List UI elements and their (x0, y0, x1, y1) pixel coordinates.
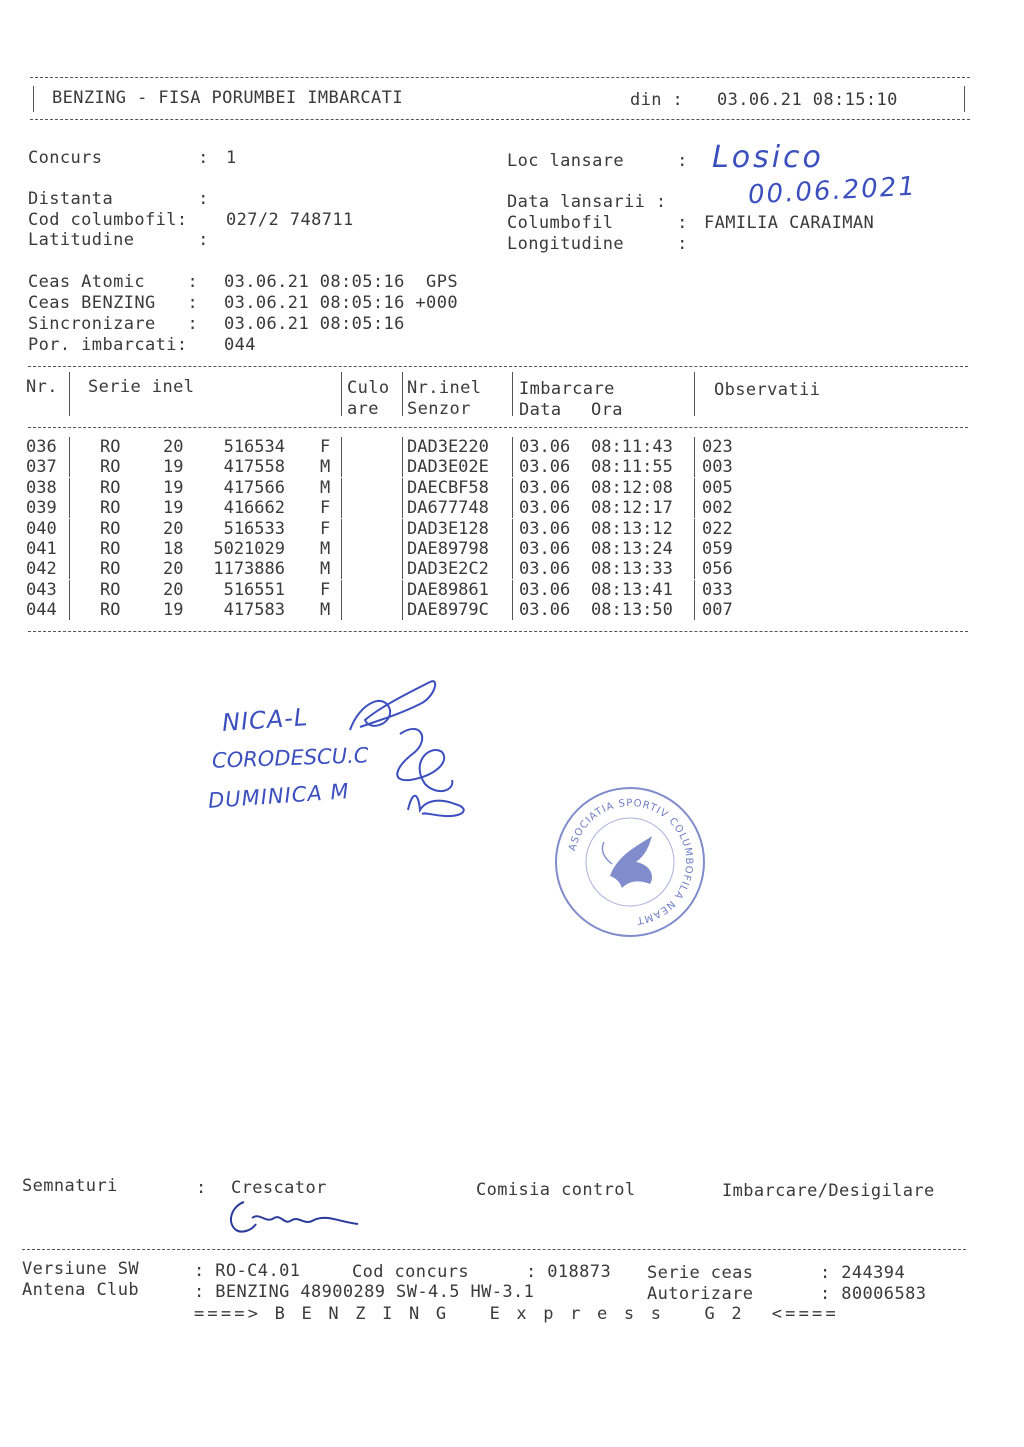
cell-country: RO (100, 559, 121, 580)
concurs-value: 1 (226, 148, 237, 168)
row-divider (512, 519, 513, 539)
cell-country: RO (100, 579, 121, 600)
din-value: 03.06.21 08:15:10 (717, 90, 898, 110)
cell-sex: F (320, 518, 331, 539)
cell-ring-number: 5021029 (213, 539, 285, 559)
col-divider (512, 372, 513, 416)
col-divider (341, 372, 342, 416)
semnaturi-label: Semnaturi (22, 1176, 118, 1196)
header-ora: Ora (591, 400, 623, 420)
cell-sensor: DAD3E220 (407, 437, 489, 457)
cell-country: RO (100, 437, 121, 457)
cell-ring-number: 516534 (223, 437, 285, 457)
autorizare-label: Autorizare (647, 1284, 754, 1304)
row-divider (341, 580, 342, 600)
distanta-label: Distanta : (28, 189, 209, 209)
cell-sensor: DAECBF58 (407, 477, 489, 498)
cell-date: 03.06 (519, 457, 571, 478)
cell-time: 08:12:17 (591, 498, 673, 519)
versiune-sw-label: Versiune SW (22, 1259, 139, 1279)
row-divider (341, 498, 342, 518)
cell-time: 08:13:50 (591, 600, 673, 621)
cell-nr: 043 (26, 579, 57, 600)
row-divider (402, 498, 403, 518)
header-left-border (33, 86, 34, 112)
cell-sensor: DAD3E128 (407, 518, 489, 539)
concurs-label: Concurs : (28, 148, 209, 168)
cell-sensor: DAE89861 (407, 579, 489, 600)
header-imbarcare: Imbarcare (519, 379, 615, 399)
cell-nr: 037 (26, 457, 57, 478)
header-are: are (347, 399, 379, 419)
comisia-control-label: Comisia control (476, 1180, 636, 1200)
col-divider (69, 372, 70, 416)
serie-ceas-label: Serie ceas (647, 1263, 754, 1283)
cell-nr: 042 (26, 559, 57, 580)
cell-date: 03.06 (519, 437, 571, 457)
latitudine-label: Latitudine : (28, 230, 209, 250)
cell-time: 08:13:41 (591, 579, 673, 600)
cell-time: 08:11:43 (591, 437, 673, 457)
row-divider (69, 559, 70, 579)
cell-observatii: 007 (702, 600, 733, 621)
cell-country: RO (100, 477, 121, 498)
header-bottom-border (30, 119, 970, 120)
cell-time: 08:13:24 (591, 539, 673, 559)
cell-sex: F (320, 579, 331, 600)
cell-sex: F (320, 498, 331, 519)
cell-nr: 036 (26, 437, 57, 457)
cell-date: 03.06 (519, 600, 571, 621)
cell-date: 03.06 (519, 477, 571, 498)
signature-name-2: CORODESCU.C (211, 743, 369, 773)
row-divider (402, 519, 403, 539)
signature-scribbles (330, 672, 490, 832)
cell-observatii: 022 (702, 518, 733, 539)
row-divider (402, 437, 403, 457)
cell-nr: 041 (26, 539, 57, 559)
cell-ring-number: 417566 (223, 477, 285, 498)
cell-country: RO (100, 539, 121, 559)
table-row (0, 519, 1024, 539)
cell-sensor: DAE8979C (407, 600, 489, 621)
cod-concurs-label: Cod concurs (352, 1262, 469, 1282)
header-serie-inel: Serie inel (88, 377, 195, 397)
columbofil-value: FAMILIA CARAIMAN (704, 213, 875, 233)
cell-time: 08:13:12 (591, 518, 673, 539)
row-divider (341, 437, 342, 457)
svg-text:ASOCIATIA SPORTIV COLUMBOFILA: ASOCIATIA SPORTIV COLUMBOFILA NEAMT (567, 797, 695, 926)
cell-sex: M (320, 559, 331, 580)
cell-observatii: 033 (702, 579, 733, 600)
row-divider (512, 478, 513, 498)
cell-observatii: 056 (702, 559, 733, 580)
cell-year: 20 (163, 559, 184, 580)
cell-year: 20 (163, 437, 184, 457)
cell-sensor: DAD3E2C2 (407, 559, 489, 580)
header-data: Data (519, 400, 562, 420)
cell-date: 03.06 (519, 579, 571, 600)
cell-sex: M (320, 477, 331, 498)
cell-nr: 044 (26, 600, 57, 621)
longitudine-label: Longitudine : (507, 234, 688, 254)
ceas-benzing-value: 03.06.21 08:05:16 +000 (224, 293, 458, 313)
semnaturi-colon: : (196, 1178, 207, 1198)
row-divider (69, 437, 70, 457)
table-row (0, 457, 1024, 477)
row-divider (69, 539, 70, 559)
cell-date: 03.06 (519, 559, 571, 580)
row-divider (69, 457, 70, 477)
por-imbarcati-value: 044 (224, 335, 256, 355)
row-divider (402, 478, 403, 498)
serie-ceas-value: : 244394 (820, 1263, 906, 1283)
crescator-signature-text: Caraiman (222, 1196, 227, 1197)
row-divider (341, 559, 342, 579)
cell-year: 19 (163, 498, 184, 519)
row-divider (694, 580, 695, 600)
cell-ring-number: 417583 (223, 600, 285, 621)
antena-club-label: Antena Club (22, 1280, 139, 1300)
row-divider (341, 519, 342, 539)
row-divider (69, 580, 70, 600)
benzing-express-line: ====> B E N Z I N G E x p r e s s G 2 <==== (194, 1304, 839, 1324)
row-divider (512, 437, 513, 457)
cell-observatii: 023 (702, 437, 733, 457)
cell-ring-number: 1173886 (213, 559, 285, 580)
table-row (0, 559, 1024, 579)
table-row (0, 539, 1024, 559)
autorizare-value: : 80006583 (820, 1284, 927, 1304)
sincronizare-label: Sincronizare : (28, 314, 199, 334)
ceas-atomic-label: Ceas Atomic : (28, 272, 199, 292)
cell-observatii: 002 (702, 498, 733, 519)
antena-club-value: : BENZING 48900289 SW-4.5 HW-3.1 (194, 1282, 535, 1302)
row-divider (694, 539, 695, 559)
table-row (0, 580, 1024, 600)
header-culo: Culo (347, 378, 390, 398)
page-title: BENZING - FISA PORUMBEI IMBARCATI (52, 88, 403, 108)
row-divider (341, 478, 342, 498)
cell-year: 19 (163, 600, 184, 621)
cell-country: RO (100, 600, 121, 621)
cell-date: 03.06 (519, 539, 571, 559)
row-divider (512, 600, 513, 620)
cell-sex: M (320, 539, 331, 559)
cell-nr: 040 (26, 518, 57, 539)
cell-observatii: 003 (702, 457, 733, 478)
table-header-border (28, 427, 968, 428)
cell-nr: 038 (26, 477, 57, 498)
cell-sex: M (320, 600, 331, 621)
row-divider (69, 498, 70, 518)
table-top-border (28, 366, 968, 367)
table-row (0, 478, 1024, 498)
table-row (0, 437, 1024, 457)
row-divider (512, 498, 513, 518)
row-divider (402, 600, 403, 620)
cell-country: RO (100, 518, 121, 539)
row-divider (69, 519, 70, 539)
table-row (0, 600, 1024, 620)
imbarcare-desigilare-label: Imbarcare/Desigilare (722, 1181, 935, 1201)
row-divider (694, 559, 695, 579)
loc-lansare-label: Loc lansare : (507, 151, 688, 171)
cell-nr: 039 (26, 498, 57, 519)
loc-lansare-value: Losico (712, 140, 824, 175)
table-bottom-border (28, 631, 968, 632)
table-row (0, 498, 1024, 518)
row-divider (512, 457, 513, 477)
sincronizare-value: 03.06.21 08:05:16 (224, 314, 405, 334)
cell-country: RO (100, 457, 121, 478)
footer-top-border (22, 1249, 966, 1250)
cell-year: 20 (163, 518, 184, 539)
header-right-border (964, 86, 965, 112)
cell-country: RO (100, 498, 121, 519)
crescator-label: Crescator (231, 1178, 327, 1198)
cell-sex: F (320, 437, 331, 457)
cell-year: 20 (163, 579, 184, 600)
col-divider (694, 372, 695, 416)
row-divider (69, 600, 70, 620)
cell-time: 08:13:33 (591, 559, 673, 580)
ceas-atomic-value: 03.06.21 08:05:16 GPS (224, 272, 458, 292)
header-senzor: Senzor (407, 399, 471, 419)
row-divider (512, 580, 513, 600)
cell-observatii: 005 (702, 477, 733, 498)
row-divider (402, 580, 403, 600)
cell-date: 03.06 (519, 498, 571, 519)
cell-sensor: DA677748 (407, 498, 489, 519)
data-lansarii-value: 00.06.2021 (747, 171, 918, 211)
cod-columbofil-value: 027/2 748711 (226, 210, 354, 230)
header-nr: Nr. (26, 377, 58, 397)
row-divider (341, 600, 342, 620)
row-divider (512, 539, 513, 559)
row-divider (694, 478, 695, 498)
columbofil-label: Columbofil : (507, 213, 688, 233)
cell-time: 08:12:08 (591, 477, 673, 498)
cell-sensor: DAE89798 (407, 539, 489, 559)
cell-year: 18 (163, 539, 184, 559)
row-divider (694, 457, 695, 477)
signature-name-3: DUMINICA M (207, 779, 351, 813)
row-divider (341, 539, 342, 559)
cell-sensor: DAD3E02E (407, 457, 489, 478)
cell-ring-number: 417558 (223, 457, 285, 478)
header-top-border (30, 77, 970, 78)
row-divider (512, 559, 513, 579)
cell-ring-number: 416662 (223, 498, 285, 519)
association-stamp (552, 784, 708, 940)
cell-ring-number: 516533 (223, 518, 285, 539)
cell-time: 08:11:55 (591, 457, 673, 478)
por-imbarcati-label: Por. imbarcati: (28, 335, 188, 355)
row-divider (694, 519, 695, 539)
row-divider (402, 457, 403, 477)
row-divider (341, 457, 342, 477)
cell-ring-number: 516551 (223, 579, 285, 600)
cod-concurs-value: : 018873 (526, 1262, 612, 1282)
signature-name-1: NICA-L (221, 703, 310, 737)
data-lansarii-label: Data lansarii : (507, 192, 667, 212)
cell-year: 19 (163, 477, 184, 498)
cell-sex: M (320, 457, 331, 478)
header-nr-inel: Nr.inel (407, 378, 482, 398)
row-divider (402, 559, 403, 579)
cell-date: 03.06 (519, 518, 571, 539)
row-divider (694, 498, 695, 518)
col-divider (402, 372, 403, 416)
ceas-benzing-label: Ceas BENZING : (28, 293, 199, 313)
cell-observatii: 059 (702, 539, 733, 559)
cod-columbofil-label: Cod columbofil: (28, 210, 188, 230)
row-divider (694, 437, 695, 457)
crescator-signature (222, 1196, 372, 1242)
versiune-sw-value: : RO-C4.01 (194, 1261, 301, 1281)
header-observatii: Observatii (714, 380, 821, 400)
din-label: din : (630, 90, 684, 110)
row-divider (402, 539, 403, 559)
row-divider (69, 478, 70, 498)
cell-year: 19 (163, 457, 184, 478)
row-divider (694, 600, 695, 620)
